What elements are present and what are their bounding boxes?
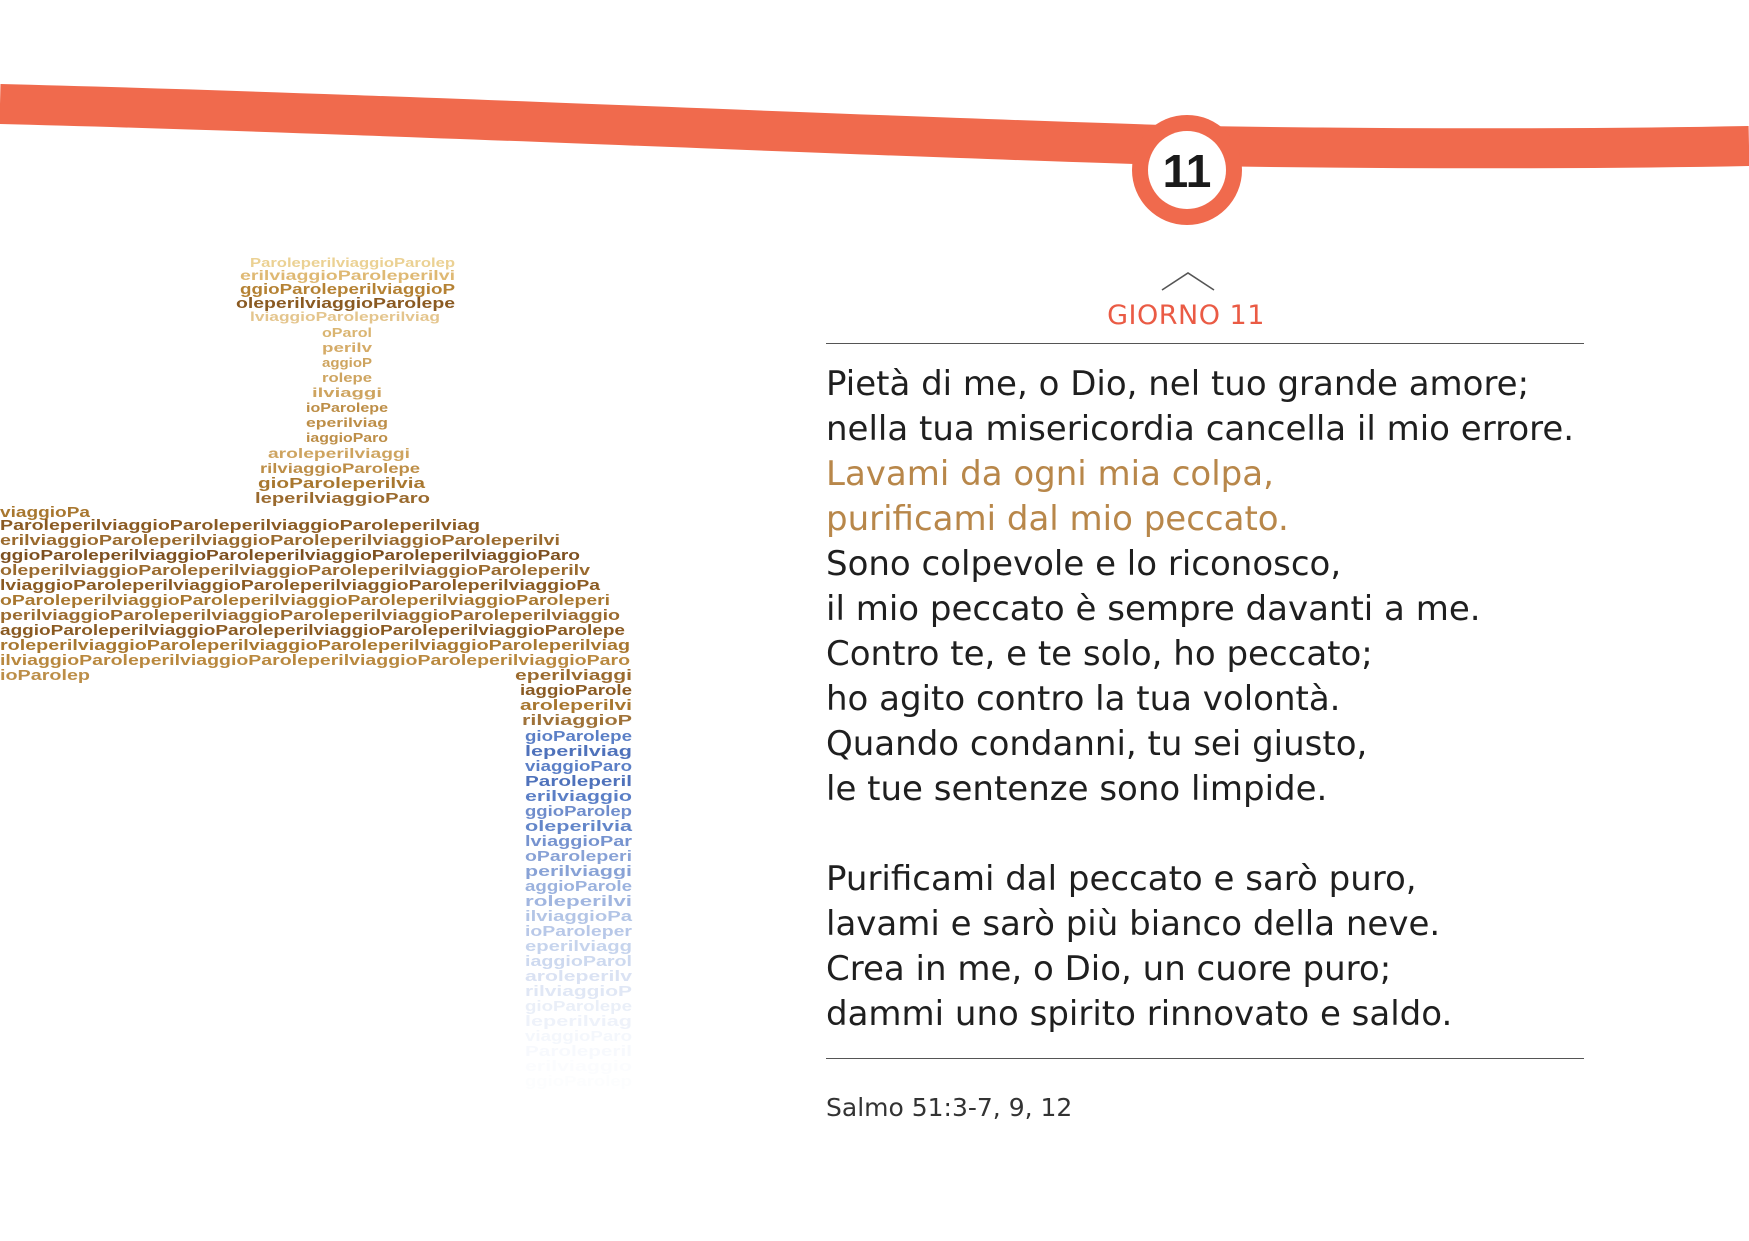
faucet-letter-row: oleperilvia	[525, 818, 633, 835]
faucet-letter-row: lviaggioParoleperilviaggioParoleperilviaggioParoleperilviaggioPa	[0, 577, 601, 594]
poem-line: nella tua misericordia cancella il mio errore.	[826, 409, 1575, 449]
faucet-letter-row: oParoleperi	[525, 848, 632, 865]
header-band	[0, 0, 1749, 260]
day-badge	[1132, 115, 1242, 225]
poem-line: lavami e sarò più bianco della neve.	[826, 904, 1441, 944]
faucet-letter-row: erilviaggioParoleperilvi	[240, 267, 455, 283]
faucet-letter-row: ilviaggioPa	[525, 908, 633, 925]
faucet-letter-row: oParoleperilviaggioParoleperilviaggioParoleperilviaggioParoleperi	[0, 592, 610, 609]
faucet-letter-row: rolepe	[322, 370, 372, 385]
poem-line: ho agito contro la tua volontà.	[826, 679, 1341, 719]
faucet-letter-row: eperilviag	[306, 415, 389, 430]
faucet-letter-row: iaggioParol	[525, 953, 632, 970]
scripture-reference: Salmo 51:3-7, 9, 12	[826, 1093, 1073, 1122]
faucet-letter-row: roleperilvi	[525, 893, 632, 910]
faucet-letter-row: Paroleperil	[525, 773, 632, 790]
faucet-letter-row: aggioP	[322, 355, 373, 370]
faucet-letter-row: aggioParoleperilviaggioParoleperilviaggioParoleperilviaggioParolepe	[0, 622, 625, 639]
faucet-letter-row: ioParoleper	[525, 923, 633, 940]
faucet-letter-row: roleperilviaggioParoleperilviaggioParoleperilviaggioParoleperilviag	[0, 637, 630, 654]
faucet-letter-row: iaggioParo	[306, 430, 389, 445]
faucet-letter-row: ParoleperilviaggioParoleperilviaggioParoleperilviag	[0, 517, 480, 534]
bottom-divider	[826, 1058, 1584, 1059]
faucet-letter-row: erilviaggio	[525, 788, 632, 805]
faucet-letter-row: aggioParole	[525, 878, 632, 895]
poem-line-highlight: purificami dal mio peccato.	[826, 499, 1289, 539]
faucet-letter-row: ggioParoleperilviaggioP	[240, 281, 455, 298]
faucet-letter-row: ilviaggi	[312, 385, 382, 400]
top-divider	[826, 343, 1584, 344]
faucet-letter-row: leperilviag	[525, 1013, 632, 1030]
faucet-letter-row: aroleperilv	[525, 968, 633, 985]
faucet-letter-row: ioParolep	[0, 667, 90, 684]
poem-line: Contro te, e te solo, ho peccato;	[826, 634, 1373, 674]
faucet-letter-row: oleperilviaggioParolepe	[236, 295, 455, 312]
faucet-letter-row: erilviaggio	[525, 1058, 632, 1075]
faucet-letter-row: oleperilviaggioParoleperilviaggioParoleperilviaggioParoleperilv	[0, 562, 591, 579]
faucet-letter-row: gioParolepe	[525, 728, 632, 745]
faucet-letter-row: oParol	[322, 325, 372, 340]
faucet-letter-row: ilviaggioParoleperilviaggioParoleperilviaggioParoleperilviaggioParo	[0, 652, 630, 669]
faucet-letter-row: lviaggioPar	[525, 833, 633, 850]
faucet-typography-icon	[0, 255, 660, 1241]
poem-line: dammi uno spirito rinnovato e saldo.	[826, 994, 1453, 1034]
poem-line: Purificami dal peccato e sarò puro,	[826, 859, 1417, 899]
day-label: GIORNO 11	[1107, 300, 1265, 331]
faucet-letter-row: ggioParolep	[525, 1073, 632, 1090]
faucet-letter-row: lviaggioParoleperilviag	[250, 309, 441, 324]
faucet-letter-row: rilviaggioP	[522, 712, 632, 729]
faucet-letter-row: gioParolepe	[525, 998, 632, 1015]
faucet-letter-row: perilviaggioParoleperilviaggioParoleperilviaggioParoleperilviaggio	[0, 607, 620, 624]
psalm-text	[826, 362, 1726, 1037]
faucet-letter-row: ioParolepe	[306, 400, 388, 415]
faucet-letter-row: erilviaggioParoleperilviaggioParoleperilviaggioParoleperilvi	[0, 532, 560, 549]
faucet-letter-row: ggioParolep	[525, 803, 632, 820]
faucet-letter-row: perilv	[322, 340, 374, 355]
faucet-letter-row: ParoleperilviaggioParolep	[250, 255, 456, 270]
poem-line: Quando condanni, tu sei giusto,	[826, 724, 1368, 764]
day-badge-number: 11	[1162, 145, 1212, 197]
poem-line-highlight: Lavami da ogni mia colpa,	[826, 454, 1274, 494]
faucet-letter-row: iaggioParole	[520, 682, 632, 699]
faucet-letter-row: eperilviagg	[525, 938, 632, 955]
faucet-letter-row: perilviaggi	[525, 863, 632, 880]
poem-line: Crea in me, o Dio, un cuore puro;	[826, 949, 1392, 989]
chevron-up-icon	[1160, 270, 1216, 292]
faucet-letter-row: viaggioParo	[525, 1028, 632, 1045]
faucet-letter-row: viaggioParo	[525, 758, 632, 775]
poem-line: Pietà di me, o Dio, nel tuo grande amore;	[826, 364, 1530, 404]
stanza-gap	[826, 812, 1726, 857]
faucet-letter-row: leperilviaggioParo	[255, 490, 430, 507]
faucet-letter-row: Paroleperil	[525, 1043, 632, 1060]
faucet-letter-row: eperilviaggi	[515, 667, 632, 684]
faucet-letter-row: ggioParoleperilviaggioParoleperilviaggioParoleperilviaggioParo	[0, 547, 580, 564]
faucet-letter-row: leperilviag	[525, 743, 632, 760]
faucet-letter-row: aroleperilviaggi	[268, 445, 410, 461]
poem-line: le tue sentenze sono limpide.	[826, 769, 1328, 809]
faucet-letter-row: rilviaggioP	[525, 983, 632, 1000]
faucet-letter-row: aroleperilvi	[520, 697, 632, 714]
faucet-letter-row: gioParoleperilvia	[258, 475, 426, 492]
poem-line: Sono colpevole e lo riconosco,	[826, 544, 1342, 584]
faucet-letter-row: viaggioPa	[0, 504, 91, 521]
orange-stripe	[0, 104, 1749, 148]
poem-line: il mio peccato è sempre davanti a me.	[826, 589, 1481, 629]
faucet-letter-row: rilviaggioParolepe	[260, 460, 421, 476]
